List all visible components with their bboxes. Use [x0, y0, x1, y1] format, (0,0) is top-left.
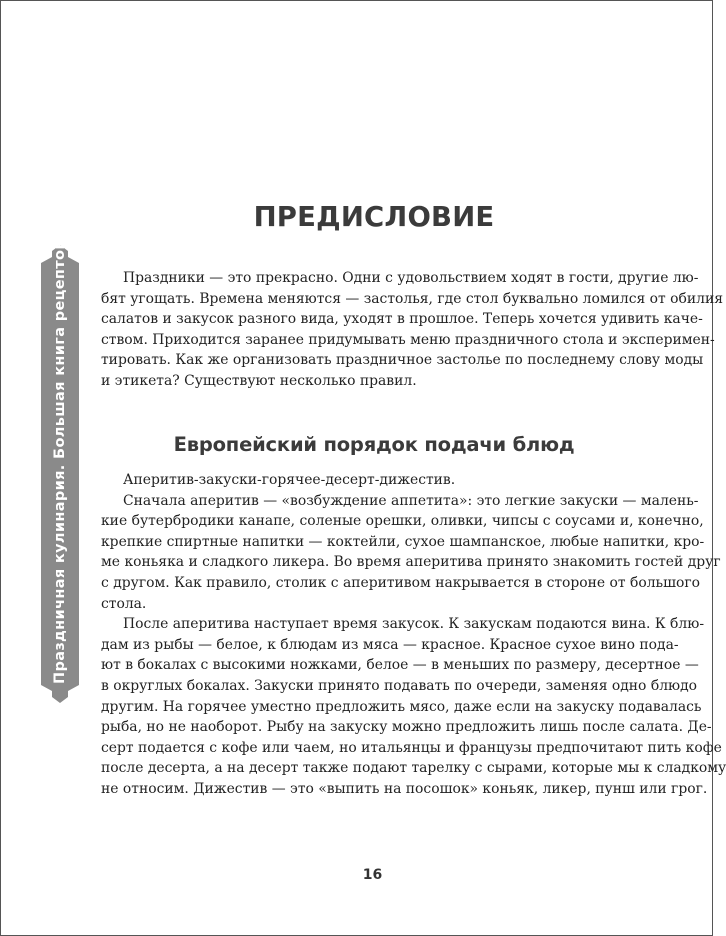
body-line: После аперитива наступает время закусок. К закускам подаются вина. К блю- — [123, 616, 705, 633]
intro-line: тировать. Как же организовать праздничное застолье по последнему слову моды — [101, 352, 704, 369]
page-title: ПРЕДИСЛОВИЕ — [253, 201, 495, 233]
side-tab-label: Праздничная кулинария. Большая книга рецептов — [52, 240, 68, 684]
page-number: 16 — [362, 867, 383, 883]
body-line: крепкие спиртные напитки — коктейли, сухое шампанское, любые напитки, кро- — [101, 533, 705, 550]
intro-line: и этикета? Существуют несколько правил. — [101, 372, 417, 389]
body-line: не относим. Дижестив — это «выпить на посошок» коньяк, ликер, пунш или грог. — [101, 780, 708, 797]
section-body — [101, 470, 726, 800]
body-line: стола. — [101, 595, 147, 612]
body-line: дам из рыбы — белое, к блюдам из мяса — красное. Красное сухое вино пода- — [101, 636, 679, 653]
side-tab — [41, 240, 79, 703]
intro-line: бят угощать. Времена меняются — застолья, где стол буквально ломился от обилия — [101, 290, 723, 307]
body-line: с другом. Как правило, столик с аперитивом накрывается в стороне от большого — [101, 574, 701, 591]
body-line: Сначала аперитив — «возбуждение аппетита»: это легкие закуски — малень- — [123, 492, 699, 509]
section-title: Европейский порядок подачи блюд — [173, 433, 575, 456]
body-line: кие бутербродики канапе, соленые орешки, оливки, чипсы с соусами и, конечно, — [101, 513, 704, 530]
intro-line: салатов и закусок разного вида, уходят в прошлое. Теперь хочется удивить каче- — [101, 311, 703, 328]
body-line: ме коньяка и сладкого ликера. Во время аперитива принято знакомить гостей друг — [101, 554, 721, 571]
body-line: рыба, но не наоборот. Рыбу на закуску можно предложить лишь после салата. Де- — [101, 719, 712, 736]
body-line: другим. На горячее уместно предложить мясо, даже если на закуску подавалась — [101, 698, 702, 715]
body-line: серт подается с кофе или чаем, но итальянцы и французы предпочитают пить кофе — [101, 739, 722, 756]
body-line: в округлых бокалах. Закуски принято подавать по очереди, заменяя одно блюдо — [101, 677, 698, 694]
intro-line: Праздники — это прекрасно. Одни с удовольствием ходят в гости, другие лю- — [123, 270, 699, 286]
intro-paragraph — [101, 268, 723, 392]
body-line: Аперитив-закуски-горячее-десерт-дижестив. — [123, 472, 456, 488]
body-line: после десерта, а на десерт также подают тарелку с сырами, которые мы к сладкому — [101, 760, 726, 777]
intro-line: ством. Приходится заранее придумывать меню праздничного стола и эксперимен- — [101, 331, 715, 348]
body-line: ют в бокалах с высокими ножками, белое — в меньших по размеру, десертное — — [101, 657, 699, 674]
